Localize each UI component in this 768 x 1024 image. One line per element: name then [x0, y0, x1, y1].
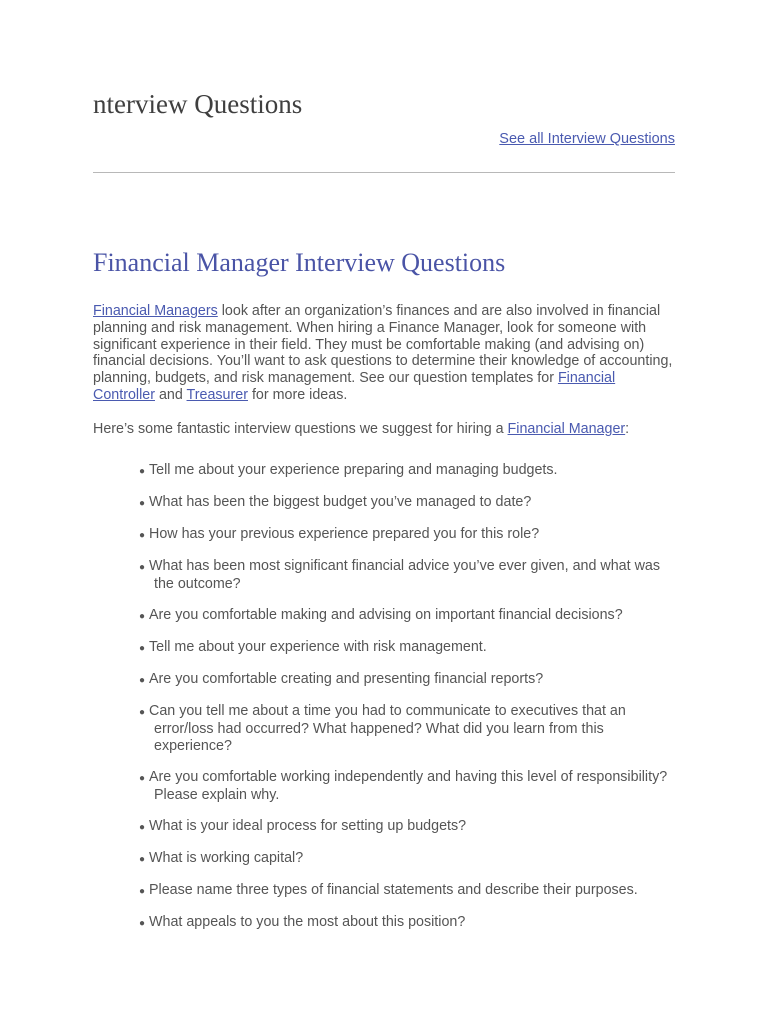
- intro-text-2: and: [154, 386, 187, 403]
- list-item: [129, 558, 677, 593]
- bullet-icon: ●: [139, 611, 146, 622]
- bullet-icon: ●: [139, 707, 146, 718]
- list-item: [129, 850, 677, 868]
- question-text: Please name three types of financial statements and describe their purposes.: [149, 882, 638, 898]
- question-text: Are you comfortable making and advising on important financial decisions?: [149, 607, 623, 623]
- list-item: [129, 607, 677, 625]
- list-item: [129, 526, 677, 544]
- question-text: Tell me about your experience preparing and managing budgets.: [149, 462, 558, 478]
- list-item: [129, 703, 677, 755]
- question-text: Are you comfortable working independently and having this level of responsibility? Please explain why.: [149, 769, 668, 803]
- question-text: What is working capital?: [149, 850, 304, 866]
- bullet-icon: ●: [139, 643, 146, 654]
- lead-paragraph: [93, 421, 683, 438]
- bullet-icon: ●: [139, 466, 146, 477]
- intro-text-3: for more ideas.: [247, 386, 348, 403]
- bullet-icon: ●: [139, 562, 146, 573]
- financial-managers-link[interactable]: Financial Managers: [93, 303, 218, 319]
- question-text: Tell me about your experience with risk management.: [149, 639, 487, 655]
- bullet-icon: ●: [139, 822, 146, 833]
- bullet-icon: ●: [139, 886, 146, 897]
- list-item: [129, 639, 677, 657]
- section-title: Financial Manager Interview Questions: [93, 248, 506, 277]
- bullet-icon: ●: [139, 675, 146, 686]
- lead-text: Here’s some fantastic interview questions we suggest for hiring a: [93, 421, 508, 437]
- list-item: [129, 882, 677, 900]
- question-text: What appeals to you the most about this position?: [149, 914, 466, 930]
- bullet-icon: ●: [139, 530, 146, 541]
- question-text: What has been most significant financial advice you’ve ever given, and what was the outcome?: [149, 558, 660, 592]
- bullet-icon: ●: [139, 773, 146, 784]
- intro-paragraph: [93, 303, 675, 404]
- lead-suffix: :: [625, 421, 630, 437]
- list-item: [129, 769, 677, 804]
- page-title: nterview Questions: [93, 89, 303, 119]
- question-text: What has been the biggest budget you’ve managed to date?: [149, 494, 532, 510]
- treasurer-link[interactable]: Treasurer: [186, 386, 248, 403]
- question-text: How has your previous experience prepared you for this role?: [149, 526, 540, 542]
- bullet-icon: ●: [139, 854, 146, 865]
- financial-controller-link[interactable]: Financial Controller: [93, 370, 616, 403]
- financial-manager-link[interactable]: Financial Manager: [507, 421, 626, 437]
- question-text: What is your ideal process for setting up budgets?: [149, 818, 467, 834]
- bullet-icon: ●: [139, 498, 146, 509]
- question-text: Are you comfortable creating and presenting financial reports?: [149, 671, 544, 687]
- divider: [93, 172, 675, 173]
- list-item: [129, 671, 677, 689]
- list-item: [129, 818, 677, 836]
- list-item: [129, 462, 677, 480]
- questions-list: [129, 462, 677, 946]
- question-text: Can you tell me about a time you had to communicate to executives that an error/loss had occurred? What happened? What did you learn from this experience?: [149, 703, 626, 754]
- intro-text-1: look after an organization’s finances and are also involved in financial planning and risk management. When hiring a Finance Manager, look for someone with significant experience in their field. They must be comfortable making (and advising on) financial decisions. You’ll want to ask questions to determine their knowledge of accounting, planning, budgets, and risk management. See our question templates for: [93, 303, 673, 387]
- see-all-interview-questions-link[interactable]: See all Interview Questions: [499, 131, 675, 147]
- list-item: [129, 494, 677, 512]
- bullet-icon: ●: [139, 918, 146, 929]
- list-item: [129, 914, 677, 932]
